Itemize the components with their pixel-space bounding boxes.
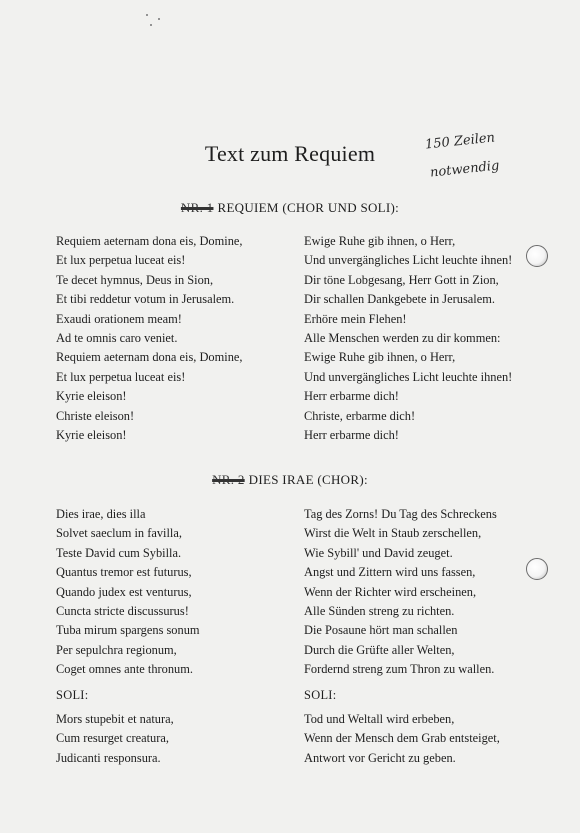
page-title: Text zum Requiem — [204, 141, 376, 166]
text-line: Erhöre mein Flehen! — [304, 311, 407, 326]
section-heading-dies-irae — [0, 472, 580, 488]
struck-section-number: NR. 2 — [212, 472, 245, 487]
text-line: Herr erbarme dich! — [304, 428, 399, 443]
text-line: Cuncta stricte discussurus! — [56, 604, 189, 619]
latin-column-requiem — [56, 232, 243, 445]
section-heading-requiem — [0, 200, 580, 216]
text-line: Te decet hymnus, Deus in Sion, — [56, 272, 214, 287]
text-line: Christe, erbarme dich! — [304, 408, 416, 423]
paper-speck — [150, 24, 152, 26]
latin-column-soli — [56, 710, 174, 768]
text-line: Und unvergängliches Licht leuchte ihnen! — [304, 369, 513, 384]
text-line: Tag des Zorns! Du Tag des Schreckens — [304, 507, 497, 521]
text-line: Requiem aeternam dona eis, Domine, — [56, 234, 243, 248]
text-line: Kyrie eleison! — [56, 389, 127, 404]
text-line: Et lux perpetua luceat eis! — [56, 253, 186, 268]
text-line: Quando judex est venturus, — [56, 584, 192, 599]
paper-speck — [146, 14, 148, 16]
text-line: Requiem aeternam dona eis, Domine, — [56, 350, 243, 365]
text-line: Und unvergängliches Licht leuchte ihnen! — [304, 253, 513, 268]
german-column-soli — [304, 710, 500, 768]
soli-label-german: SOLI: — [304, 688, 337, 702]
text-line: Kyrie eleison! — [56, 428, 127, 443]
text-line: Dir töne Lobgesang, Herr Gott in Zion, — [304, 272, 499, 287]
text-line: Wenn der Richter wird erscheinen, — [304, 584, 477, 599]
struck-section-number: NR. 1 — [180, 200, 214, 215]
handwritten-note-line2: notwendig — [429, 158, 501, 181]
text-line: Wie Sybill' und David zeuget. — [304, 545, 453, 560]
text-line: Tuba mirum spargens sonum — [56, 623, 200, 638]
text-line: Fordernd streng zum Thron zu wallen. — [304, 662, 495, 677]
text-line: Christe eleison! — [56, 408, 135, 423]
text-line: Exaudi orationem meam! — [56, 311, 182, 326]
text-line: Durch die Grüfte aller Welten, — [304, 642, 455, 657]
text-line: Et tibi reddetur votum in Jerusalem. — [56, 292, 235, 307]
text-line: Alle Sünden streng zu richten. — [304, 604, 455, 619]
handwritten-note-line1: 150 Zeilen — [424, 130, 496, 153]
text-line: Per sepulchra regionum, — [56, 642, 177, 657]
text-line: Et lux perpetua luceat eis! — [56, 369, 186, 384]
text-line: Die Posaune hört man schallen — [304, 623, 458, 638]
text-line: Ewige Ruhe gib ihnen, o Herr, — [304, 350, 456, 365]
soli-label-latin: SOLI: — [56, 688, 89, 702]
text-line: Teste David cum Sybilla. — [56, 545, 182, 560]
text-line: Mors stupebit et natura, — [56, 712, 174, 726]
latin-column-dies-irae — [56, 505, 200, 680]
german-column-dies-irae — [304, 505, 497, 680]
text-line: Wirst die Welt in Staub zerschellen, — [304, 526, 482, 541]
text-line: Dies irae, dies illa — [56, 507, 146, 521]
text-line: Judicanti responsura. — [56, 750, 161, 765]
text-line: Cum resurget creatura, — [56, 731, 169, 746]
text-line: Alle Menschen werden zu dir kommen: — [304, 331, 501, 346]
german-column-requiem — [304, 232, 512, 445]
text-line: Coget omnes ante thronum. — [56, 662, 193, 677]
punch-hole-bottom — [526, 558, 548, 580]
text-line: Tod und Weltall wird erbeben, — [304, 712, 455, 726]
text-line: Herr erbarme dich! — [304, 389, 399, 404]
punch-hole-top — [526, 245, 548, 267]
text-line: Ewige Ruhe gib ihnen, o Herr, — [304, 234, 456, 248]
text-line: Wenn der Mensch dem Grab entsteiget, — [304, 731, 500, 746]
text-line: Dir schallen Dankgebete in Jerusalem. — [304, 292, 495, 307]
section-title: REQUIEM (CHOR UND SOLI): — [217, 200, 400, 215]
text-line: Angst und Zittern wird uns fassen, — [304, 565, 476, 580]
text-line: Solvet saeclum in favilla, — [56, 526, 182, 541]
section-title: DIES IRAE (CHOR): — [248, 472, 368, 487]
paper-speck — [158, 18, 160, 20]
text-line: Antwort vor Gericht zu geben. — [304, 750, 456, 765]
text-line: Ad te omnis caro veniet. — [56, 331, 178, 346]
text-line: Quantus tremor est futurus, — [56, 565, 192, 580]
